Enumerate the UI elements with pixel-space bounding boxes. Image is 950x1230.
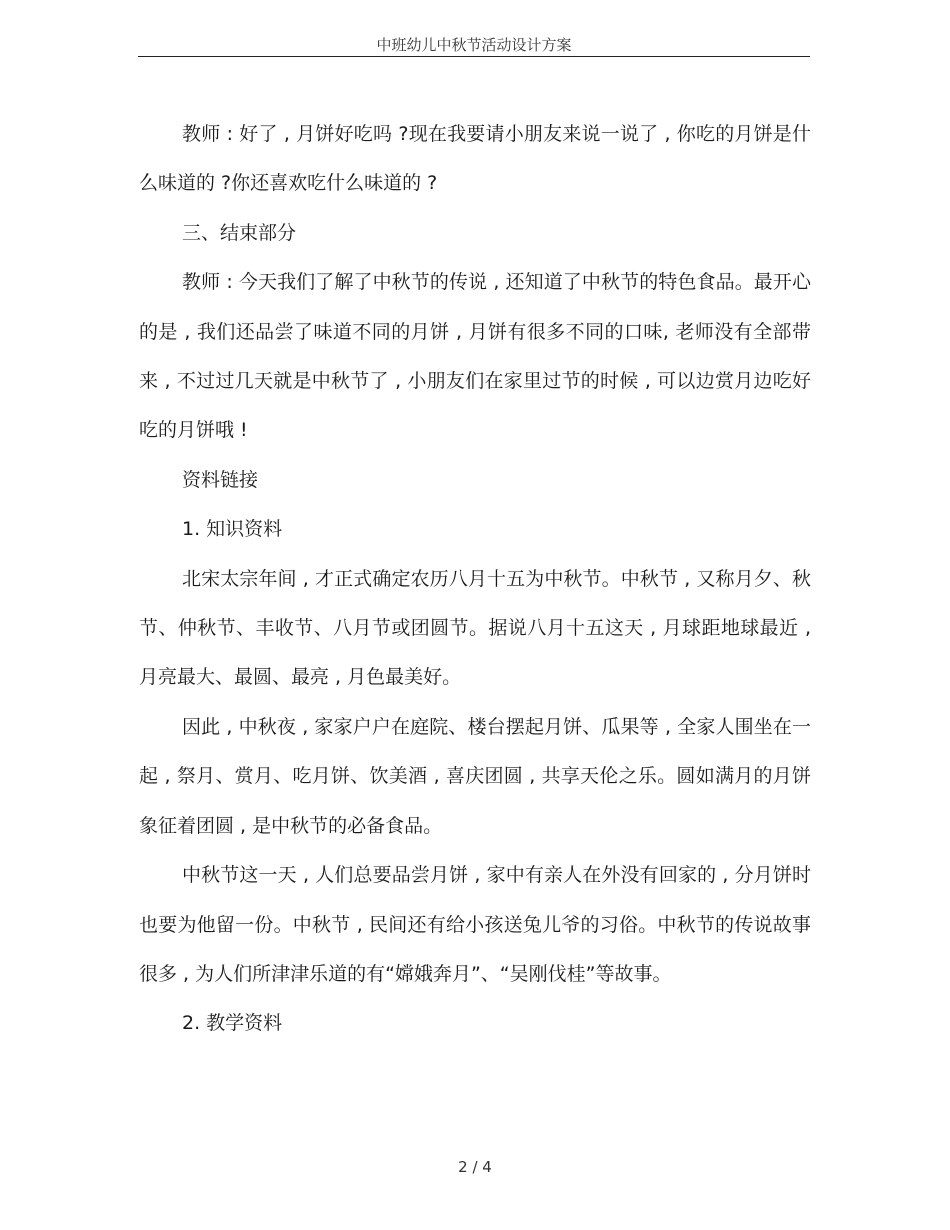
page-header-title: 中班幼儿中秋节活动设计方案	[376, 36, 572, 54]
paragraph-teacher-summary: 教师 : 今天我们了解了中秋节的传说 , 还知道了中秋节的特色食品。最开心的是 , 我们还品尝了味道不同的月饼 , 月饼有很多不同的口味, 老师没有全部带来 , 不过过几天就是中秋节了 , 小朋友们在家里过节的时候 , 可以边赏月边吃好吃的月饼哦 !	[139, 271, 811, 442]
paragraph-history: 北宋太宗年间 , 才正式确定农历八月十五为中秋节。中秋节 , 又称月夕、秋节、仲秋节、丰收节、八月节或团圆节。据说八月十五这天 , 月球距地球最近 , 月亮最大、最圆、最亮 , 月色最美好。	[139, 567, 811, 689]
section-heading-ending: 三、结束部分	[182, 221, 297, 244]
header-rule	[138, 56, 810, 57]
subheading-teaching: 2. 教学资料	[182, 1012, 283, 1035]
paragraph-legends: 中秋节这一天 , 人们总要品尝月饼 , 家中有亲人在外没有回家的 , 分月饼时也要为他留一份。中秋节 , 民间还有给小孩送兔儿爷的习俗。中秋节的传说故事很多 , 为人们所津津乐道的有“嫦娥奔月”、“吴刚伐桂”等故事。	[139, 864, 811, 985]
paragraph-customs: 因此 , 中秋夜 , 家家户户在庭院、楼台摆起月饼、瓜果等 , 全家人围坐在一起 , 祭月、赏月、吃月饼、饮美酒 , 喜庆团圆 , 共享天伦之乐。圆如满月的月饼象征着团圆 , 是中秋节的必备食品。	[139, 715, 811, 837]
page-number: 2 / 4	[458, 1158, 492, 1176]
document-body	[139, 110, 811, 1049]
paragraph-teacher-question: 教师 : 好了 , 月饼好吃吗 ?现在我要请小朋友来说一说了 , 你吃的月饼是什么味道的 ?你还喜欢吃什么味道的 ?	[139, 123, 811, 195]
section-heading-resources: 资料链接	[182, 468, 259, 491]
subheading-knowledge: 1. 知识资料	[182, 518, 283, 541]
